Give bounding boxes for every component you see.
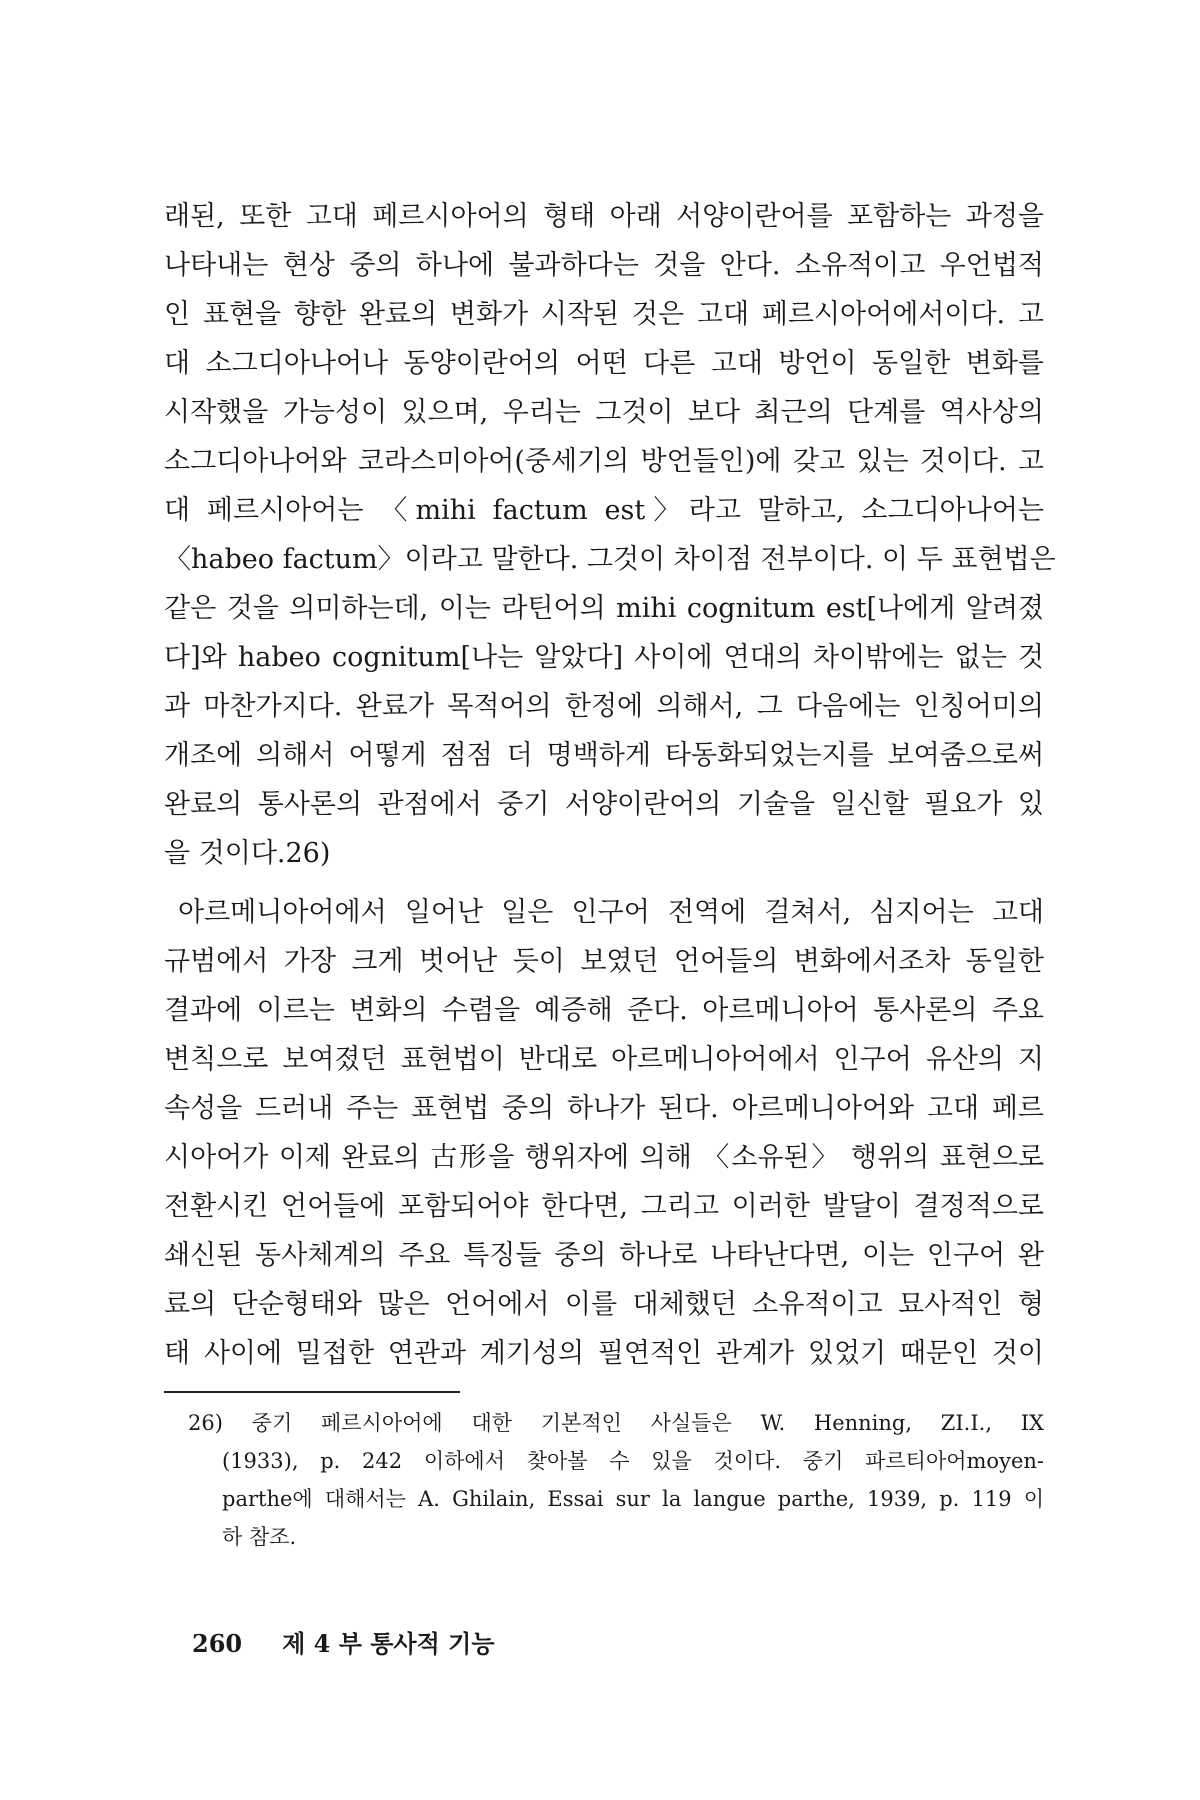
text-line: 시아어가 이제 완료의 古形을 행위자에 의해 〈소유된〉 행위의 표현으로 <box>164 1142 1044 1173</box>
text-line: 아르메니아어에서 일어난 일은 인구어 전역에 걸쳐서, 심지어는 고대 <box>178 897 1044 928</box>
paragraph-gap <box>164 878 1044 888</box>
running-footer-section: 제 4 부 통사적 기능 <box>282 1629 495 1658</box>
text-line: 래된, 또한 고대 페르시아어의 형태 아래 서양이란어를 포함하는 과정을 <box>164 201 1044 232</box>
text-line: 속성을 드러내 주는 표현법 중의 하나가 된다. 아르메니아어와 고대 페르 <box>164 1093 1044 1124</box>
text-line: 같은 것을 의미하는데, 이는 라틴어의 mihi cognitum est[나에게 알려졌 <box>164 593 1044 624</box>
footnote-line: parthe에 대해서는 A. Ghilain, Essai sur la langue parthe, 1939, p. 119 이 <box>222 1487 1044 1511</box>
page-footer <box>192 1628 535 1660</box>
main-text <box>164 192 1056 1378</box>
text-line: 〈habeo factum〉이라고 말한다. 그것이 차이점 전부이다. 이 두 표현법은 <box>164 544 1056 575</box>
text-line: 대 페르시아어는 〈mihi factum est〉라고 말하고, 소그디아나어는 <box>164 495 1044 526</box>
text-line: 전환시킨 언어들에 포함되어야 한다면, 그리고 이러한 발달이 결정적으로 <box>164 1191 1044 1222</box>
footnote-line: 26) 중기 페르시아어에 대한 기본적인 사실들은 W. Henning, ZI.I., IX <box>188 1411 1044 1435</box>
page-number: 260 <box>192 1629 243 1658</box>
footnote-line: 하 참조. <box>222 1525 297 1549</box>
text-line: 을 것이다.26) <box>164 838 331 869</box>
text-line: 료의 단순형태와 많은 언어에서 이를 대체했던 소유적이고 묘사적인 형 <box>164 1289 1044 1320</box>
text-line: 나타내는 현상 중의 하나에 불과하다는 것을 안다. 소유적이고 우언법적 <box>164 250 1044 281</box>
text-line: 개조에 의해서 어떻게 점점 더 명백하게 타동화되었는지를 보여줌으로써 <box>164 740 1044 771</box>
text-line: 인 표현을 향한 완료의 변화가 시작된 것은 고대 페르시아어에서이다. 고 <box>164 299 1044 330</box>
text-line: 시작했을 가능성이 있으며, 우리는 그것이 보다 최근의 단계를 역사상의 <box>164 397 1044 428</box>
text-line: 다]와 habeo cognitum[나는 알았다] 사이에 연대의 차이밖에는 없는 것 <box>164 642 1044 673</box>
text-line: 규범에서 가장 크게 벗어난 듯이 보였던 언어들의 변화에서조차 동일한 <box>164 946 1044 977</box>
text-line: 과 마찬가지다. 완료가 목적어의 한정에 의해서, 그 다음에는 인칭어미의 <box>164 691 1044 722</box>
footnote-block <box>188 1404 1044 1556</box>
text-line: 대 소그디아나어나 동양이란어의 어떤 다른 고대 방언이 동일한 변화를 <box>164 348 1044 379</box>
text-line: 쇄신된 동사체계의 주요 특징들 중의 하나로 나타난다면, 이는 인구어 완 <box>164 1240 1044 1271</box>
text-line: 소그디아나어와 코라스미아어(중세기의 방언들인)에 갖고 있는 것이다. 고 <box>164 446 1044 477</box>
text-line: 완료의 통사론의 관점에서 중기 서양이란어의 기술을 일신할 필요가 있 <box>164 789 1044 820</box>
text-line: 변칙으로 보여졌던 표현법이 반대로 아르메니아어에서 인구어 유산의 지 <box>164 1044 1044 1075</box>
text-line: 태 사이에 밀접한 연관과 계기성의 필연적인 관계가 있었기 때문인 것이 <box>164 1338 1044 1369</box>
footnote-line: (1933), p. 242 이하에서 찾아볼 수 있을 것이다. 중기 파르티아어moyen- <box>222 1449 1044 1473</box>
footnote-rule <box>164 1391 460 1393</box>
text-line: 결과에 이르는 변화의 수렴을 예증해 준다. 아르메니아어 통사론의 주요 <box>164 995 1044 1026</box>
